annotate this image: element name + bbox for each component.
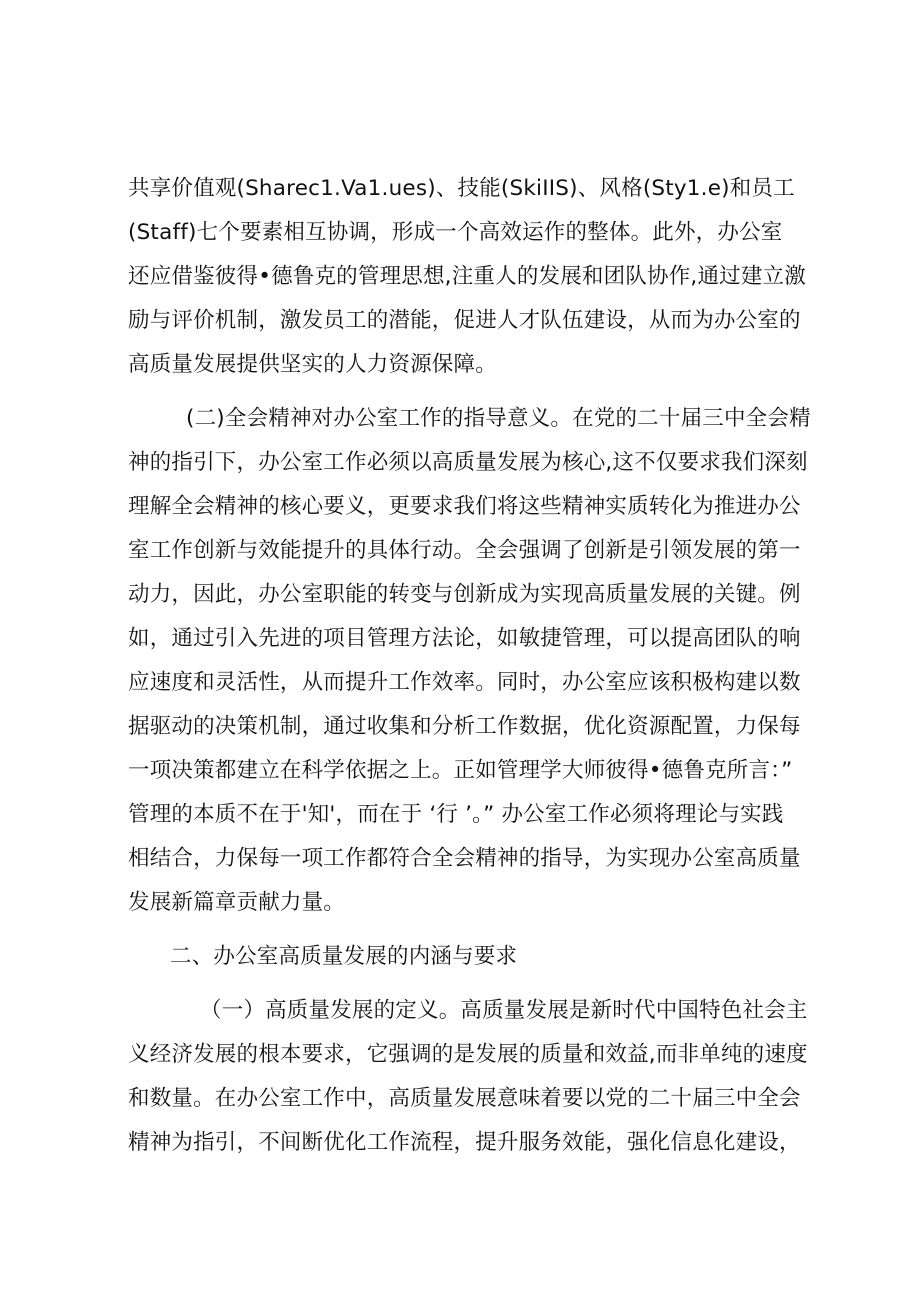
text-line: 神的指引下，办公室工作必须以高质量发展为核心,这不仅要求我们深刻 xyxy=(128,450,808,475)
text-line: 高质量发展提供坚实的人力资源保障。 xyxy=(128,352,497,377)
text-line: 和数量。在办公室工作中，高质量发展意味着要以党的二十届三中全会 xyxy=(128,1086,801,1111)
paragraph-definition xyxy=(128,992,808,1168)
text-line: 还应借鉴彼得•德鲁克的管理思想,注重人的发展和团队协作,通过建立激 xyxy=(128,264,806,289)
text-line: (Staff)七个要素相互协调，形成一个高效运作的整体。此外，办公室 xyxy=(128,220,783,245)
paragraph-guidance-significance xyxy=(128,400,811,928)
text-line: (二)全会精神对办公室工作的指导意义。在党的二十届三中全会精 xyxy=(186,406,811,431)
text-line: 相结合，力保每一项工作都符合全会精神的指导，为实现办公室高质量 xyxy=(128,846,801,871)
document-page xyxy=(128,170,811,1168)
text-line: 据驱动的决策机制，通过收集和分析工作数据，优化资源配置，力保每 xyxy=(128,714,801,739)
text-line: 励与评价机制，激发员工的潜能，促进人才队伍建设，从而为办公室的 xyxy=(128,308,801,333)
paragraph-continuation xyxy=(128,170,808,390)
text-line: 室工作创新与效能提升的具体行动。全会强调了创新是引领发展的第一 xyxy=(128,538,801,563)
text-line: 如，通过引入先进的项目管理方法论，如敏捷管理，可以提高团队的响 xyxy=(128,626,801,651)
text-line: （一）高质量发展的定义。高质量发展是新时代中国特色社会主 xyxy=(200,998,808,1023)
text-line: 发展新篇章贡献力量。 xyxy=(128,890,346,915)
text-line: 共享价值观(Sharec1.Va1.ues)、技能(SkiIIS)、风格(Sty1.e)和员工 xyxy=(128,176,795,201)
text-line: 动力，因此，办公室职能的转变与创新成为实现高质量发展的关键。例 xyxy=(128,582,801,607)
section-heading: 二、办公室高质量发展的内涵与要求 xyxy=(170,944,518,969)
text-line: 管理的本质不在于'知'，而在于 ‘行 ’。” 办公室工作必须将理论与实践 xyxy=(128,802,784,827)
text-line: 精神为指引，不间断优化工作流程，提升服务效能，强化信息化建设， xyxy=(128,1130,801,1155)
text-line: 一项决策都建立在科学依据之上。正如管理学大师彼得•德鲁克所言：” xyxy=(128,758,793,783)
text-line: 应速度和灵活性，从而提升工作效率。同时，办公室应该积极构建以数 xyxy=(128,670,801,695)
text-line: 义经济发展的根本要求，它强调的是发展的质量和效益,而非单纯的速度 xyxy=(128,1042,808,1067)
text-line: 理解全会精神的核心要义，更要求我们将这些精神实质转化为推进办公 xyxy=(128,494,801,519)
